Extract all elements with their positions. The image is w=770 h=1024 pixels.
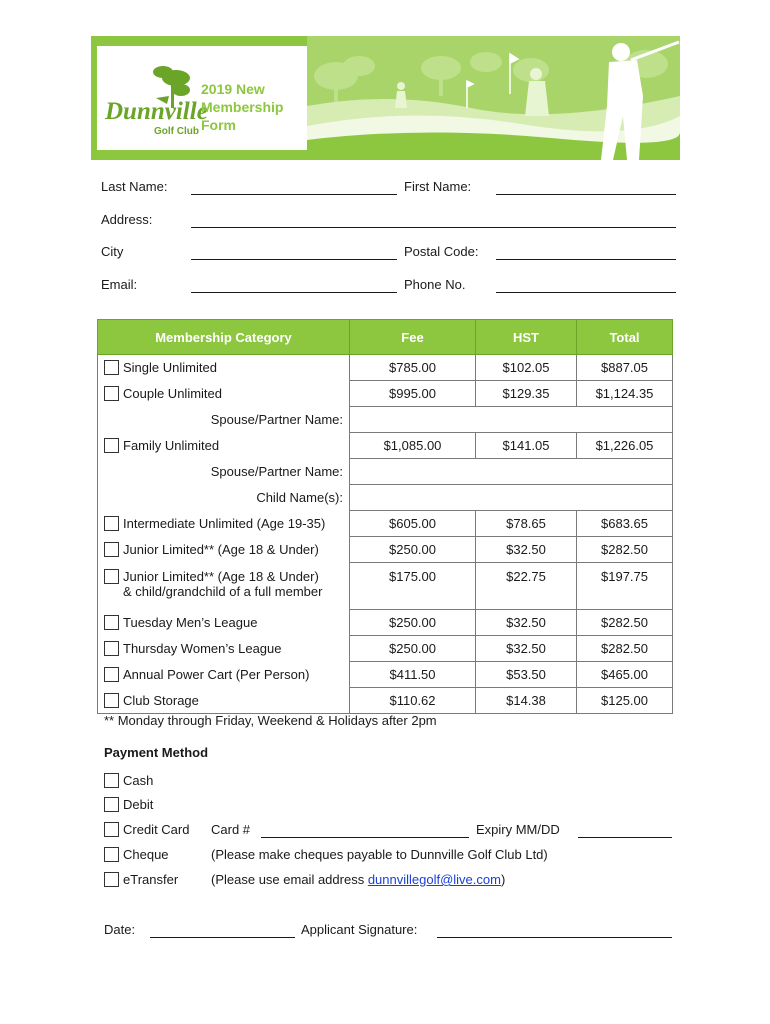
table-row-club-storage (98, 688, 673, 714)
fee-cell: $250.00 (350, 537, 476, 563)
category-cell (98, 563, 350, 610)
category-label: Junior Limited** (Age 18 & Under) (123, 542, 319, 557)
header-category: Membership Category (98, 320, 350, 355)
junior-limited-checkbox[interactable] (104, 542, 119, 557)
credit-card-label: Credit Card (123, 822, 190, 837)
club-storage-checkbox[interactable] (104, 693, 119, 708)
hst-cell: $14.38 (476, 688, 577, 714)
page-title (201, 80, 311, 134)
etransfer-label: eTransfer (123, 872, 179, 887)
total-cell: $282.50 (577, 537, 673, 563)
header-banner (91, 36, 680, 160)
date-label: Date: (104, 922, 136, 937)
logo-subtitle: Golf Club (154, 126, 199, 137)
category-label: Junior Limited** (Age 18 & Under) (123, 568, 319, 584)
total-cell: $1,226.05 (577, 433, 673, 459)
title-line-1: 2019 New (201, 81, 265, 97)
etransfer-note-suffix: ) (500, 872, 506, 887)
table-row-womens-league (98, 636, 673, 662)
total-cell: $465.00 (577, 662, 673, 688)
postal-code-label: Postal Code: (404, 244, 479, 259)
hst-cell: $32.50 (476, 636, 577, 662)
hst-cell: $102.05 (476, 355, 577, 381)
category-cell (98, 433, 350, 459)
hst-cell: $53.50 (476, 662, 577, 688)
cheque-label: Cheque (123, 847, 169, 862)
category-label: Club Storage (123, 692, 199, 708)
logo-panel (97, 46, 307, 150)
category-cell (98, 610, 350, 636)
table-header-row (98, 320, 673, 355)
fee-cell: $175.00 (350, 563, 476, 610)
hst-cell: $32.50 (476, 537, 577, 563)
spouse-name-label: Spouse/Partner Name: (98, 407, 350, 433)
header-hst: HST (476, 320, 577, 355)
fee-cell: $411.50 (350, 662, 476, 688)
etransfer-note (211, 872, 505, 887)
category-label: Family Unlimited (123, 438, 220, 453)
email-label: Email: (101, 277, 138, 292)
debit-label: Debit (123, 797, 154, 812)
category-cell (98, 662, 350, 688)
table-row-single (98, 355, 673, 381)
payment-heading: Payment Method (104, 745, 209, 760)
junior-child-checkbox[interactable] (104, 569, 119, 584)
expiry-field[interactable] (578, 837, 672, 838)
single-unlimited-checkbox[interactable] (104, 360, 119, 375)
table-row-couple (98, 381, 673, 407)
credit-card-checkbox[interactable] (104, 822, 119, 837)
last-name-field[interactable] (191, 194, 397, 195)
cash-label: Cash (123, 773, 154, 788)
expiry-label: Expiry MM/DD (476, 822, 560, 837)
table-row-family-spouse (98, 459, 673, 485)
family-unlimited-checkbox[interactable] (104, 438, 119, 453)
child-name-label: Child Name(s): (98, 485, 350, 511)
payment-option-cheque (104, 847, 169, 862)
couple-spouse-name-field[interactable] (350, 407, 673, 433)
email-field[interactable] (191, 292, 397, 293)
etransfer-checkbox[interactable] (104, 872, 119, 887)
etransfer-note-prefix: (Please use email address (211, 872, 368, 887)
total-cell: $282.50 (577, 636, 673, 662)
fee-cell: $110.62 (350, 688, 476, 714)
category-cell (98, 688, 350, 714)
card-number-field[interactable] (261, 837, 469, 838)
header-fee: Fee (350, 320, 476, 355)
footnote: ** Monday through Friday, Weekend & Holidays after 2pm (104, 713, 437, 728)
address-field[interactable] (191, 227, 676, 228)
category-label: Annual Power Cart (Per Person) (123, 667, 310, 682)
phone-field[interactable] (496, 292, 676, 293)
category-label: Thursday Women’s League (123, 641, 282, 656)
hst-cell: $141.05 (476, 433, 577, 459)
fee-cell: $995.00 (350, 381, 476, 407)
payment-option-etransfer (104, 872, 178, 887)
category-label: Couple Unlimited (123, 386, 222, 401)
category-cell (98, 636, 350, 662)
table-row-power-cart (98, 662, 673, 688)
fee-cell: $250.00 (350, 610, 476, 636)
date-field[interactable] (150, 937, 295, 938)
cheque-checkbox[interactable] (104, 847, 119, 862)
table-row-couple-spouse (98, 407, 673, 433)
power-cart-checkbox[interactable] (104, 667, 119, 682)
signature-label: Applicant Signature: (301, 922, 418, 937)
womens-league-checkbox[interactable] (104, 641, 119, 656)
title-line-2: Membership (201, 99, 284, 115)
spouse-name-label: Spouse/Partner Name: (98, 459, 350, 485)
table-row-mens-league (98, 610, 673, 636)
signature-field[interactable] (437, 937, 672, 938)
city-label: City (101, 244, 124, 259)
category-label: Intermediate Unlimited (Age 19-35) (123, 516, 326, 531)
category-label-line-2: & child/grandchild of a full member (123, 583, 323, 599)
total-cell: $683.65 (577, 511, 673, 537)
etransfer-email-link[interactable]: dunnvillegolf@live.com (367, 872, 501, 887)
total-cell: $887.05 (577, 355, 673, 381)
hst-cell: $32.50 (476, 610, 577, 636)
cheque-note: (Please make cheques payable to Dunnville Golf Club Ltd) (211, 847, 548, 862)
hst-cell: $129.35 (476, 381, 577, 407)
postal-code-field[interactable] (496, 259, 676, 260)
child-names-field[interactable] (350, 485, 673, 511)
payment-option-cash (104, 773, 153, 788)
category-label: Tuesday Men’s League (123, 615, 258, 630)
total-cell: $197.75 (577, 563, 673, 610)
fee-cell: $605.00 (350, 511, 476, 537)
first-name-field[interactable] (496, 194, 676, 195)
intermediate-unlimited-checkbox[interactable] (104, 516, 119, 531)
category-cell (98, 537, 350, 563)
header-total: Total (577, 320, 673, 355)
table-row-family (98, 433, 673, 459)
total-cell: $1,124.35 (577, 381, 673, 407)
debit-checkbox[interactable] (104, 797, 119, 812)
phone-label: Phone No. (404, 277, 466, 292)
payment-option-credit (104, 822, 189, 837)
payment-option-debit (104, 797, 153, 812)
category-cell (98, 381, 350, 407)
couple-unlimited-checkbox[interactable] (104, 386, 119, 401)
city-field[interactable] (191, 259, 397, 260)
table-row-junior-child (98, 563, 673, 610)
category-label: Single Unlimited (123, 360, 217, 376)
total-cell: $282.50 (577, 610, 673, 636)
total-cell: $125.00 (577, 688, 673, 714)
address-label: Address: (101, 212, 153, 227)
table-row-junior (98, 537, 673, 563)
fee-cell: $1,085.00 (350, 433, 476, 459)
first-name-label: First Name: (404, 179, 472, 194)
logo-name: Dunnville (105, 98, 208, 125)
last-name-label: Last Name: (101, 179, 168, 194)
hst-cell: $78.65 (476, 511, 577, 537)
fee-cell: $250.00 (350, 636, 476, 662)
cash-checkbox[interactable] (104, 773, 119, 788)
category-cell (98, 511, 350, 537)
category-cell (98, 355, 350, 381)
membership-table (97, 319, 673, 714)
table-row-intermediate (98, 511, 673, 537)
family-spouse-name-field[interactable] (350, 459, 673, 485)
title-line-3: Form (201, 117, 236, 133)
table-row-family-children (98, 485, 673, 511)
mens-league-checkbox[interactable] (104, 615, 119, 630)
card-number-label: Card # (211, 822, 251, 837)
hst-cell: $22.75 (476, 563, 577, 610)
fee-cell: $785.00 (350, 355, 476, 381)
